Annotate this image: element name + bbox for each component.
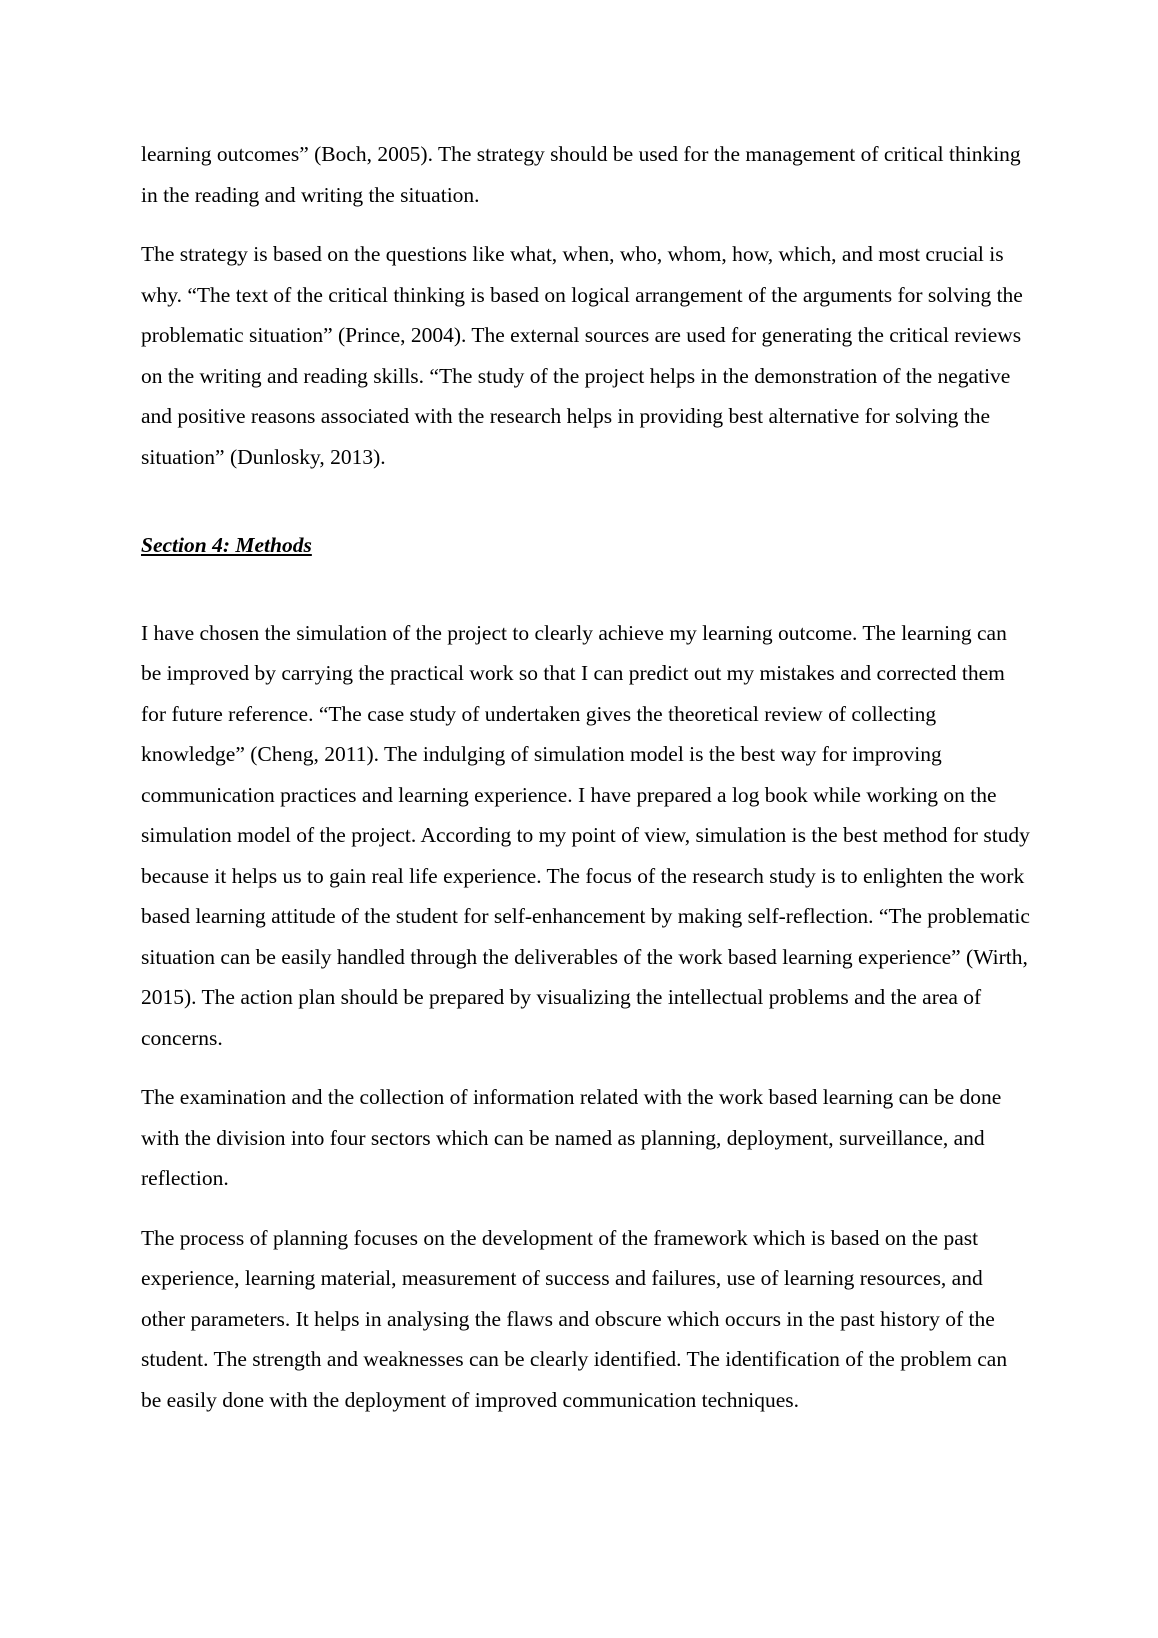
paragraph-strategy: The strategy is based on the questions like what, when, who, whom, how, which, and most crucial is why. “The text of the critical thinking is based on logical arrangement of the arguments for solving the problematic situation” (Prince, 2004). The external sources are used for generating the critical reviews on the writing and reading skills. “The study of the project helps in the demonstration of the negative and positive reasons associated with the research helps in providing best alternative for solving the situation” (Dunlosky, 2013).	[141, 242, 1023, 469]
paragraph-planning: The process of planning focuses on the development of the framework which is based on the past experience, learning material, measurement of success and failures, use of learning resources, and other parameters. It helps in analysing the flaws and obscure which occurs in the past history of the student. The strength and weaknesses can be clearly identified. The identification of the problem can be easily done with the deployment of improved communication techniques.	[141, 1225, 1008, 1412]
paragraph-simulation: I have chosen the simulation of the project to clearly achieve my learning outcome. The learning can be improved by carrying the practical work so that I can predict out my mistakes and corrected them for future reference. “The case study of undertaken gives the theoretical review of collecting knowledge” (Cheng, 2011). The indulging of simulation model is the best way for improving communication practices and learning experience. I have prepared a log book while working on the simulation model of the project. According to my point of view, simulation is the best method for study because it helps us to gain real life experience. The focus of the research study is to enlighten the work based learning attitude of the student for self-enhancement by making self-reflection. “The problematic situation can be easily handled through the deliverables of the work based learning experience” (Wirth, 2015). The action plan should be prepared by visualizing the intellectual problems and the area of concerns.	[141, 620, 1030, 1050]
paragraph-examination: The examination and the collection of information related with the work based learning can be done with the division into four sectors which can be named as planning, deployment, surveillance, and reflection.	[141, 1085, 1002, 1190]
document-page	[141, 134, 1031, 1439]
section-heading-methods: Section 4: Methods	[141, 533, 312, 557]
paragraph-learning-outcomes: learning outcomes” (Boch, 2005). The strategy should be used for the management of critical thinking in the reading and writing the situation.	[141, 142, 1021, 207]
